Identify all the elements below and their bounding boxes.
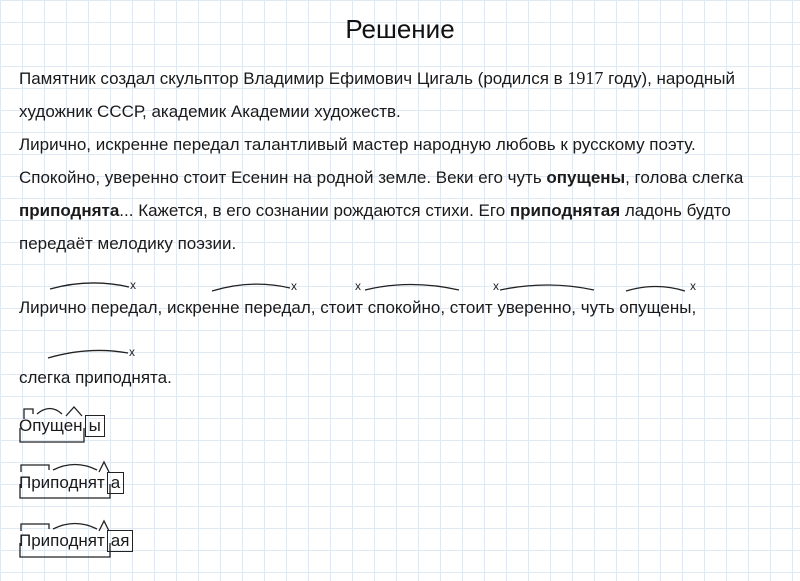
bold-word-pripodnyata: приподнята xyxy=(19,201,120,220)
dependent-mark-6: x xyxy=(129,345,135,359)
stem-pripodnyat-2: Приподнят xyxy=(19,531,105,550)
dependent-mark-4: x xyxy=(493,279,499,293)
root-arc-pripodnyata xyxy=(53,465,97,471)
stem-pripodnyat-1: Приподнят xyxy=(19,473,105,492)
bold-word-opushcheny: опущены xyxy=(546,168,626,187)
paragraph-monument-text-1: Памятник создал скульптор Владимир Ефимович Цигаль (родился в xyxy=(19,69,568,88)
ending-a: а xyxy=(107,472,124,494)
bold-word-pripodnyataya: приподнятая xyxy=(509,201,621,220)
description-text-2: , голова слегка xyxy=(625,168,744,187)
suffix-mark-pripodnyata xyxy=(99,462,109,472)
dependent-mark-2: x xyxy=(291,279,297,293)
description-text-1: Спокойно, уверенно стоит Есенин на родной земле. Веки его чуть xyxy=(19,168,547,187)
root-arc-opushcheny xyxy=(37,409,62,415)
dependent-mark-1: x xyxy=(130,278,136,292)
description-sentence-1: Лирично, искренне передал талантливый мастер народную любовь к русскому поэту. xyxy=(19,135,696,154)
morpheme-word-1 xyxy=(19,415,105,437)
morpheme-word-2 xyxy=(19,472,124,494)
paragraph-monument-text-2: году), народный художник СССР, академик Академии художеств. xyxy=(19,69,735,121)
morpheme-word-3 xyxy=(19,530,133,552)
description-text-3: ... Кажется, в его сознании рождаются стихи. Его xyxy=(119,201,510,220)
root-arc-pripodnyataya xyxy=(53,524,97,530)
prefix-mark-pripodnyata xyxy=(21,465,49,472)
ending-y: ы xyxy=(85,415,105,437)
dependent-mark-3: x xyxy=(355,279,361,293)
page-title: Решение xyxy=(345,14,455,44)
phrases-line-1: Лирично передал, искренне передал, стоит спокойно, стоит уверенно, чуть опущены, xyxy=(19,298,697,317)
phrases-line-2: слегка приподнята. xyxy=(19,368,172,387)
dependent-mark-5: x xyxy=(690,279,696,293)
stem-opushchen: Опущен xyxy=(19,416,83,435)
birth-year: 1917 xyxy=(567,68,604,88)
ending-aya: ая xyxy=(107,530,134,552)
description-text-4: ладонь будто передаёт мелодику поэзии. xyxy=(19,201,731,253)
